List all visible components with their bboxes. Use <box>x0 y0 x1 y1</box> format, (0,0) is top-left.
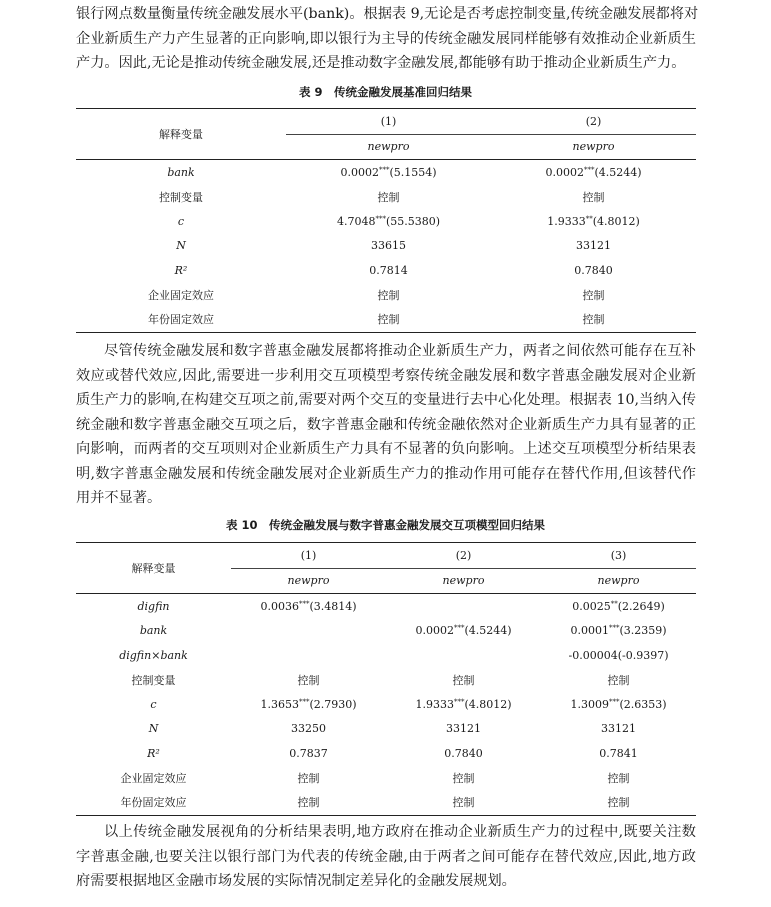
cell-value: 33615 <box>371 239 406 253</box>
table-row <box>76 643 696 668</box>
cell-value: 0.7841 <box>599 746 638 760</box>
table-cell <box>231 717 386 742</box>
row-label: bank <box>167 165 195 179</box>
table-cell <box>541 717 696 742</box>
table-row <box>76 594 696 619</box>
row-label: 控制变量 <box>159 190 203 204</box>
t-statistic: (55.5380) <box>385 214 441 228</box>
cell-value: 1.9333 <box>547 214 586 228</box>
significance-stars: *** <box>298 599 310 608</box>
t-statistic: (4.8012) <box>464 697 512 711</box>
row-label: R² <box>174 263 188 277</box>
t-statistic: (2.2649) <box>617 599 665 613</box>
table-cell <box>231 790 386 815</box>
cell-value: 控制 <box>582 313 605 327</box>
cell-value: 控制 <box>607 673 630 687</box>
t-statistic: (3.4814) <box>309 599 357 613</box>
table-cell <box>491 258 696 283</box>
table-cell <box>386 717 541 742</box>
cell-value: 4.7048 <box>336 214 376 228</box>
dependent-variable: newpro <box>231 568 386 594</box>
table-cell <box>286 160 491 185</box>
table-cell <box>386 766 541 791</box>
table-cell <box>286 258 491 283</box>
cell-value: 控制 <box>297 796 320 810</box>
text-line: 尽管传统金融发展和数字普惠金融发展都将推动企业新质生产力，两者之间依然可能存在互补 <box>104 343 696 359</box>
column-number: (3) <box>541 543 696 569</box>
cell-value: 33121 <box>601 722 636 736</box>
table-cell <box>541 594 696 619</box>
significance-stars: *** <box>608 697 620 706</box>
cell-value: -0.00004 <box>568 648 618 662</box>
paragraph-interaction <box>76 339 696 511</box>
significance-stars: ** <box>610 599 618 608</box>
significance-stars: *** <box>378 165 390 174</box>
row-label: 年份固定效应 <box>76 307 286 332</box>
table-cell <box>231 668 386 693</box>
significance-stars: *** <box>298 697 310 706</box>
dependent-variable: newpro <box>286 134 491 160</box>
table-cell <box>386 692 541 717</box>
table-cell <box>541 741 696 766</box>
cell-value: 33121 <box>446 722 481 736</box>
table-cell <box>386 741 541 766</box>
table-cell <box>231 594 386 619</box>
column-number: (2) <box>491 109 696 135</box>
cell-value: 0.0002 <box>340 165 379 179</box>
cell-value: 1.3653 <box>260 697 299 711</box>
text-line: 银行网点数量衡量传统金融发展水平(bank)。根据表 9,无论是否考虑控制变量,传统金融发展都将对 <box>76 6 699 22</box>
table-row <box>76 741 696 766</box>
text-line: 产力。因此,无论是推动传统金融发展,还是推动数字金融发展,都能够有助于推动企业新质生产力。 <box>76 55 686 71</box>
table-cell <box>491 307 696 332</box>
table-cell <box>491 283 696 308</box>
table-cell <box>286 185 491 210</box>
table-row <box>76 160 696 185</box>
row-label: 年份固定效应 <box>76 790 231 815</box>
cell-value: 0.7840 <box>574 263 613 277</box>
table-cell <box>541 790 696 815</box>
table-cell <box>541 692 696 717</box>
text-line: 向影响，而两者的交互项则对企业新质生产力具有不显著的负向影响。上述交互项模型分析结果表 <box>76 441 696 457</box>
table-row <box>76 766 696 791</box>
cell-value: 控制 <box>607 771 630 785</box>
t-statistic: (3.2359) <box>619 624 667 638</box>
table-row <box>76 790 696 815</box>
table-row <box>76 234 696 259</box>
table-cell <box>541 619 696 644</box>
table-row <box>76 692 696 717</box>
cell-value: 控制 <box>452 673 475 687</box>
cell-value: 0.7840 <box>444 746 483 760</box>
table-cell <box>386 790 541 815</box>
table-row <box>76 717 696 742</box>
table-cell <box>231 766 386 791</box>
table-row <box>76 283 696 308</box>
table-cell <box>286 283 491 308</box>
row-label: 企业固定效应 <box>120 771 187 785</box>
cell-value: 33121 <box>576 239 611 253</box>
cell-value: 控制 <box>297 771 320 785</box>
cell-value: 0.0025 <box>572 599 611 613</box>
table-cell <box>386 619 541 644</box>
table10 <box>76 542 696 816</box>
row-label: R² <box>147 746 160 760</box>
significance-stars: *** <box>583 165 595 174</box>
text-line: 字普惠金融,也要关注以银行部门为代表的传统金融,由于两者之间可能存在替代效应,因此,地方政 <box>76 848 696 865</box>
table-cell <box>491 160 696 185</box>
cell-value: 控制 <box>452 771 475 785</box>
dependent-variable: newpro <box>491 134 696 160</box>
t-statistic: (2.7930) <box>309 697 357 711</box>
table-cell <box>541 643 696 668</box>
table9-caption: 表 9 传统金融发展基准回归结果 <box>298 85 472 99</box>
row-label: digfin×bank <box>119 648 188 662</box>
row-label: 企业固定效应 <box>148 288 214 302</box>
table-cell <box>231 741 386 766</box>
table-row <box>76 209 696 234</box>
table-row <box>76 307 696 332</box>
paragraph-conclusion <box>76 820 696 894</box>
cell-value: 控制 <box>582 190 605 204</box>
table-cell <box>386 668 541 693</box>
cell-value: 控制 <box>377 190 400 204</box>
significance-stars: *** <box>453 697 465 706</box>
cell-value: 1.3009 <box>570 697 609 711</box>
text-line: 企业新质生产力产生显著的正向影响,即以银行为主导的传统金融发展同样能够有效推动企业新质生 <box>76 30 696 47</box>
significance-stars: *** <box>375 214 386 223</box>
table9 <box>76 108 696 333</box>
column-number: (2) <box>386 543 541 569</box>
table-cell <box>231 692 386 717</box>
table-row <box>76 668 696 693</box>
table-row <box>76 185 696 210</box>
cell-value: 控制 <box>297 673 320 687</box>
table-cell <box>231 643 386 668</box>
t-statistic: (4.5244) <box>464 624 512 638</box>
cell-value: 0.0036 <box>260 599 299 613</box>
text-line: 效应或替代效应,因此,需要进一步利用交互项模型考察传统金融发展和数字普惠金融发展对企业新 <box>76 367 696 384</box>
t-statistic: (2.6353) <box>619 697 667 711</box>
table-header-label: 解释变量 <box>76 543 231 594</box>
table-cell <box>286 307 491 332</box>
t-statistic: (-0.9397) <box>617 648 669 662</box>
cell-value: 0.0002 <box>415 624 454 638</box>
cell-value: 0.7814 <box>369 263 408 277</box>
row-label: N <box>148 722 159 736</box>
dependent-variable: newpro <box>386 568 541 594</box>
table-cell <box>386 594 541 619</box>
table-cell <box>286 209 491 234</box>
table-cell <box>386 643 541 668</box>
cell-value: 1.9333 <box>415 697 454 711</box>
paragraph-intro <box>76 2 699 76</box>
table-cell <box>491 185 696 210</box>
cell-value: 控制 <box>452 796 475 810</box>
significance-stars: *** <box>608 624 620 633</box>
row-label: c <box>177 214 185 228</box>
t-statistic: (5.1554) <box>389 165 437 179</box>
cell-value: 控制 <box>607 796 630 810</box>
text-line: 质生产力的影响,在构建交互项之前,需要对两个交互的变量进行去中心化处理。根据表 10,当纳入传 <box>76 392 696 408</box>
table-cell <box>286 234 491 259</box>
row-label: 控制变量 <box>131 673 176 687</box>
column-number: (1) <box>286 109 491 135</box>
row-label: bank <box>139 624 168 638</box>
cell-value: 33250 <box>291 722 326 736</box>
cell-value: 控制 <box>582 288 605 302</box>
table-row <box>76 258 696 283</box>
table-cell <box>231 619 386 644</box>
text-line: 统金融和数字普惠金融交互项之后，数字普惠金融和传统金融依然对企业新质生产力具有显著的正 <box>76 416 696 433</box>
dependent-variable: newpro <box>541 568 696 594</box>
significance-stars: *** <box>453 624 465 633</box>
table-row <box>76 619 696 644</box>
cell-value: 0.0001 <box>570 624 609 638</box>
row-label: digfin <box>137 599 170 613</box>
table-cell <box>491 234 696 259</box>
t-statistic: (4.8012) <box>592 214 640 228</box>
t-statistic: (4.5244) <box>594 165 642 179</box>
cell-value: 控制 <box>377 313 400 327</box>
table-cell <box>541 766 696 791</box>
row-label: c <box>150 697 157 711</box>
table-header-label: 解释变量 <box>76 109 286 160</box>
cell-value: 控制 <box>377 288 400 302</box>
text-line: 用并不显著。 <box>76 490 162 506</box>
text-line: 府需要根据地区金融市场发展的实际情况制定差异化的金融发展规划。 <box>76 873 516 889</box>
cell-value: 0.0002 <box>545 165 584 179</box>
text-line: 以上传统金融发展视角的分析结果表明,地方政府在推动企业新质生产力的过程中,既要关注数 <box>104 824 696 840</box>
row-label: N <box>176 239 186 253</box>
table-cell <box>491 209 696 234</box>
column-number: (1) <box>231 543 386 569</box>
table-cell <box>541 668 696 693</box>
significance-stars: ** <box>585 214 593 223</box>
text-line: 明,数字普惠金融发展和传统金融发展对企业新质生产力的推动作用可能存在替代作用,但该替代作 <box>76 465 696 482</box>
cell-value: 0.7837 <box>289 746 328 760</box>
table10-caption: 表 10 传统金融发展与数字普惠金融发展交互项模型回归结果 <box>225 518 545 532</box>
